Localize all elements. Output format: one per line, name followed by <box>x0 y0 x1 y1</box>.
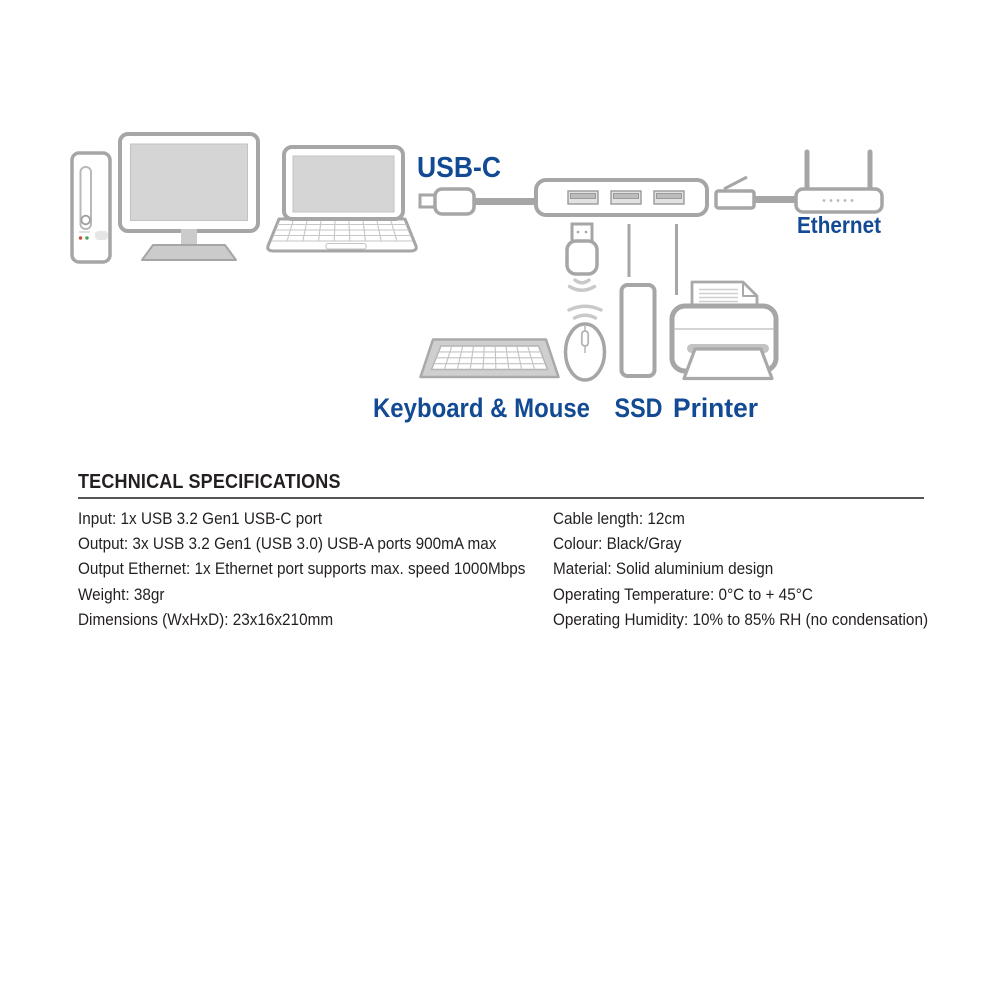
specs-divider <box>78 497 924 499</box>
usb-a-port-3 <box>654 191 684 204</box>
technical-specifications-section <box>78 471 929 632</box>
specs-title: TECHNICAL SPECIFICATIONS <box>78 471 341 493</box>
spec-output: Output: 3x USB 3.2 Gen1 (USB 3.0) USB-A ports 900mA max <box>78 534 497 554</box>
rj45-connector-icon <box>716 177 797 208</box>
printer-icon <box>672 224 776 379</box>
specs-right-column <box>553 506 970 632</box>
wireless-wave-icon <box>575 315 596 318</box>
spec-output-ethernet: Output Ethernet: 1x Ethernet port supports max. speed 1000Mbps <box>78 559 526 579</box>
wireless-wave-icon <box>569 306 601 310</box>
keyboard-mouse-label: Keyboard & Mouse <box>373 393 590 423</box>
usb-c-label: USB-C <box>417 152 502 184</box>
ethernet-label: Ethernet <box>797 212 882 238</box>
spec-dimensions: Dimensions (WxHxD): 23x16x210mm <box>78 609 334 629</box>
laptop-icon <box>268 147 417 251</box>
wireless-wave-icon <box>575 280 589 283</box>
keyboard-icon <box>421 340 559 378</box>
connection-diagram <box>0 0 1000 460</box>
mouse-icon <box>566 306 605 380</box>
spec-material: Material: Solid aluminium design <box>553 559 774 579</box>
monitor-icon <box>120 134 258 260</box>
usb-a-port-1 <box>568 191 598 204</box>
spec-cable-length: Cable length: 12cm <box>553 509 685 528</box>
wifi-router-icon <box>796 152 882 212</box>
spec-colour: Colour: Black/Gray <box>553 534 682 554</box>
ssd-label: SSD <box>614 393 663 423</box>
spec-input: Input: 1x USB 3.2 Gen1 USB-C port <box>78 509 323 528</box>
spec-weight: Weight: 38gr <box>78 584 165 604</box>
usb-c-connector-icon <box>420 189 538 214</box>
printer-label: Printer <box>673 393 759 423</box>
usb-dongle-icon <box>567 224 597 290</box>
specs-columns <box>78 506 929 632</box>
wireless-wave-icon <box>570 287 595 291</box>
specs-left-column <box>78 506 553 632</box>
spec-operating-temperature: Operating Temperature: 0°C to + 45°C <box>553 584 813 604</box>
desktop-pc-icon <box>72 153 110 262</box>
usb-a-port-2 <box>611 191 641 204</box>
usb-hub-icon <box>536 180 707 215</box>
spec-operating-humidity: Operating Humidity: 10% to 85% RH (no condensation) <box>553 609 929 629</box>
ssd-icon <box>622 224 655 376</box>
